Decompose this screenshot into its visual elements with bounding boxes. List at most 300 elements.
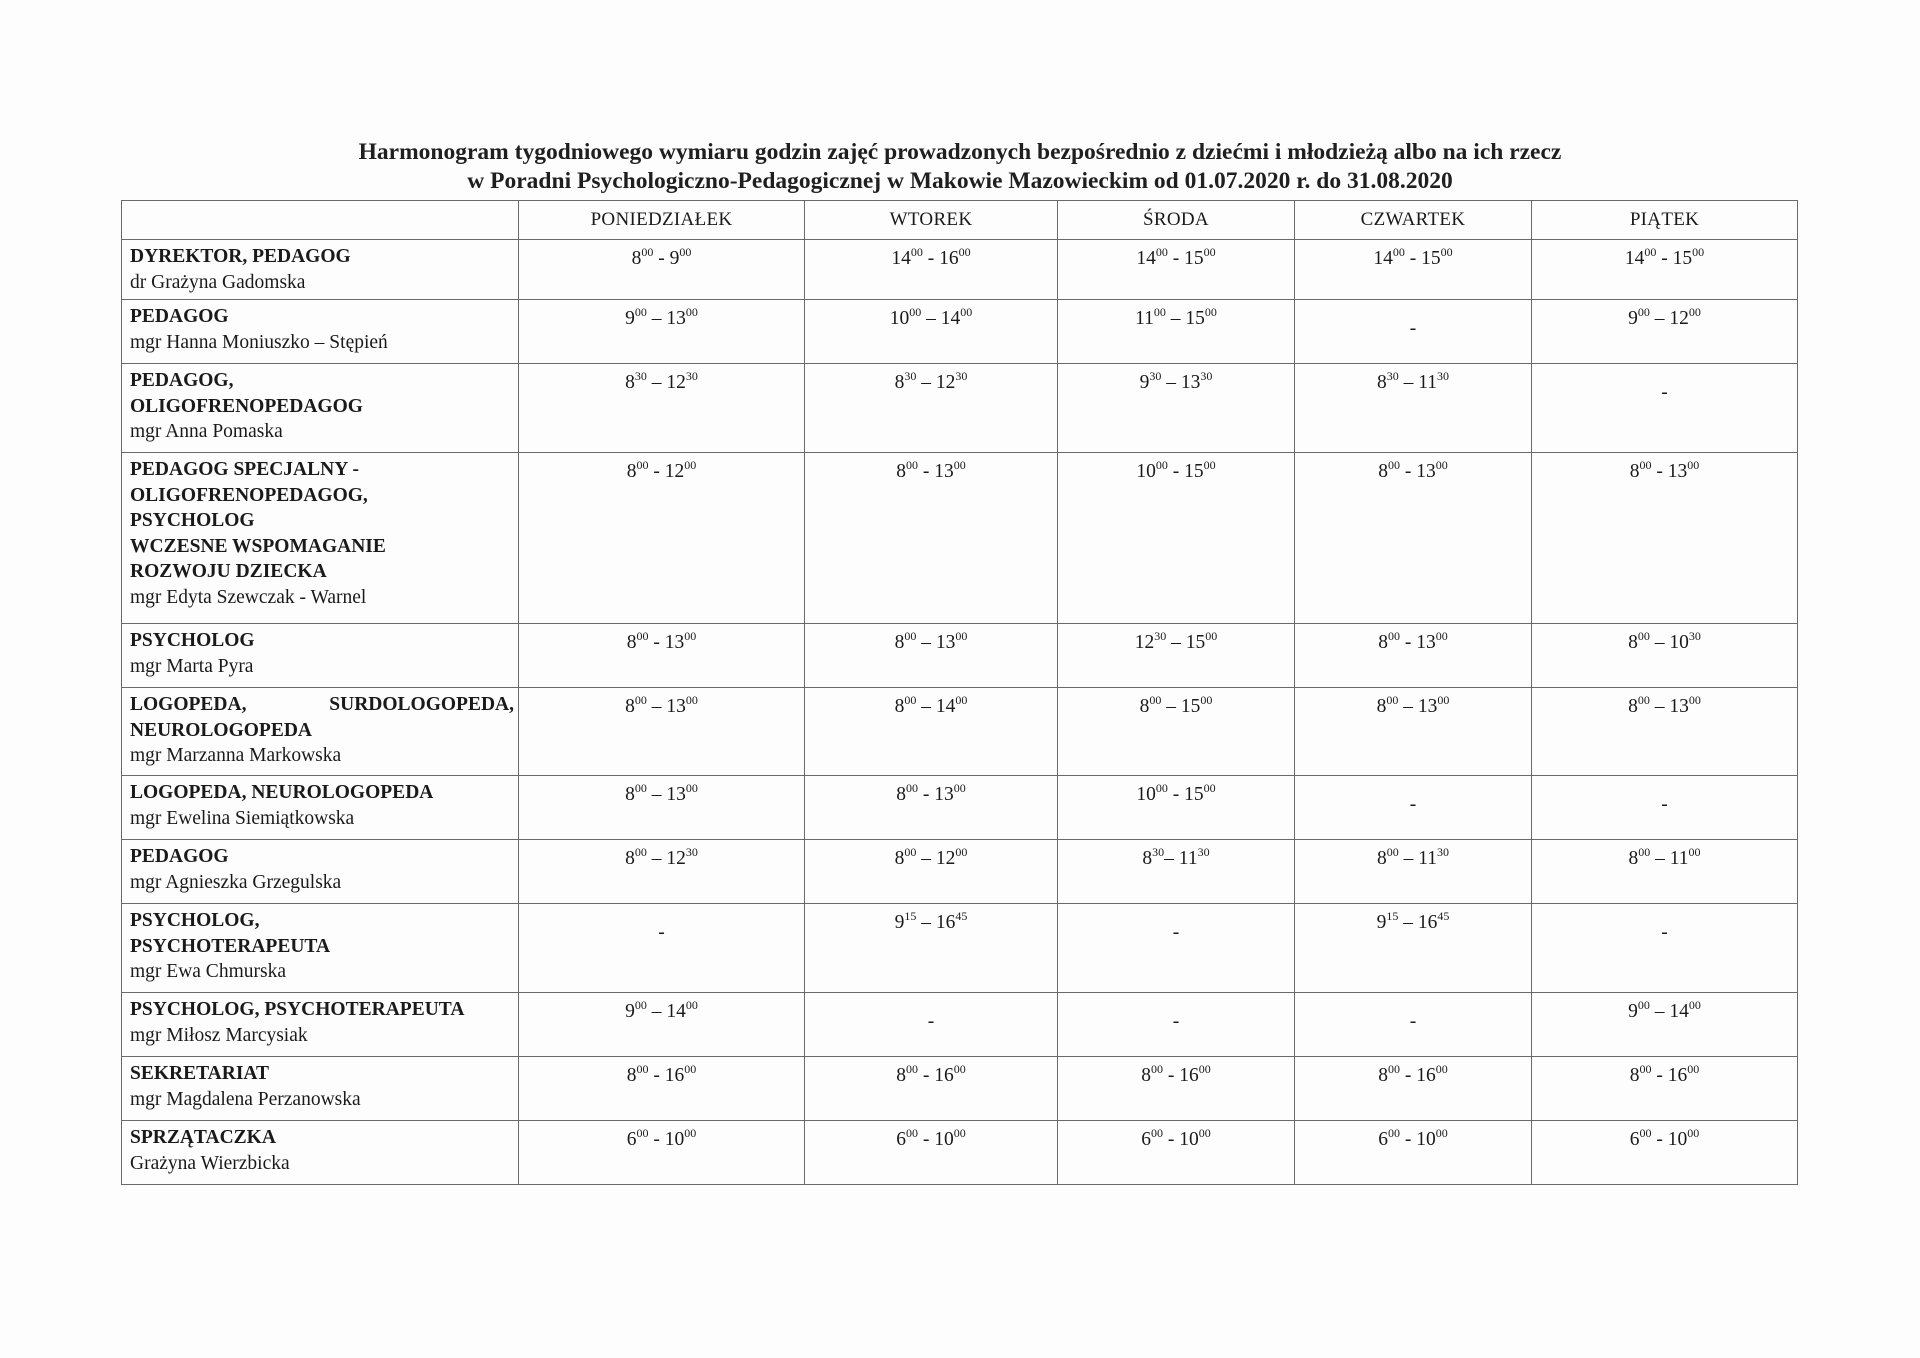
start-hour: 8 <box>1376 372 1387 393</box>
end-minutes: 00 <box>1692 245 1705 259</box>
staff-cell <box>122 993 519 1057</box>
start-hour: 8 <box>1629 461 1640 482</box>
staff-name: mgr Ewelina Siemiątkowska <box>130 807 355 829</box>
end-minutes: 00 <box>684 1126 697 1140</box>
time-range <box>894 845 968 869</box>
range-separator: – <box>646 372 667 393</box>
time-cell <box>519 1121 805 1185</box>
start-hour: 14 <box>1624 248 1645 269</box>
staff-cell <box>122 1057 519 1121</box>
start-minutes: 30 <box>634 369 647 383</box>
end-minutes: 00 <box>1688 845 1701 859</box>
end-hour: 14 <box>1669 1001 1689 1022</box>
time-cell <box>519 240 805 300</box>
end-hour: 16 <box>1667 1065 1688 1086</box>
end-minutes: 30 <box>1437 369 1450 383</box>
time-cell <box>519 776 805 840</box>
time-cell <box>1058 1057 1295 1121</box>
end-hour: 15 <box>1421 248 1441 269</box>
time-cell <box>805 993 1058 1057</box>
time-cell <box>1295 240 1532 300</box>
end-hour: 13 <box>935 632 956 653</box>
staff-role <box>130 1061 514 1087</box>
end-hour: 13 <box>934 784 954 805</box>
time-range <box>1378 1126 1448 1150</box>
time-range <box>625 845 698 869</box>
start-minutes: 00 <box>634 845 647 859</box>
end-hour: 14 <box>935 696 956 717</box>
start-minutes: 00 <box>636 458 649 472</box>
end-hour: 15 <box>1185 632 1206 653</box>
staff-cell <box>122 300 519 364</box>
end-minutes: 00 <box>685 781 698 795</box>
range-separator: – <box>1649 1001 1670 1022</box>
time-range <box>1629 458 1700 482</box>
range-separator: - <box>1651 461 1668 482</box>
range-separator: – <box>646 1001 667 1022</box>
start-minutes: 00 <box>634 305 647 319</box>
time-cell <box>1532 688 1798 776</box>
time-cell <box>1532 904 1798 993</box>
end-minutes: 30 <box>685 369 698 383</box>
end-minutes: 00 <box>1203 458 1216 472</box>
start-hour: 11 <box>1135 308 1154 329</box>
range-separator: - <box>1651 1065 1668 1086</box>
start-minutes: 00 <box>1155 458 1168 472</box>
range-separator: – <box>1649 632 1670 653</box>
end-minutes: 00 <box>1435 458 1448 472</box>
start-hour: 8 <box>626 461 637 482</box>
start-hour: 6 <box>1141 1129 1151 1150</box>
start-hour: 9 <box>1628 1001 1638 1022</box>
time-range <box>894 629 968 653</box>
time-range <box>1376 369 1450 393</box>
end-hour: 14 <box>666 1001 686 1022</box>
start-hour: 8 <box>1376 848 1387 869</box>
end-minutes: 30 <box>685 845 698 859</box>
start-minutes: 00 <box>1638 845 1651 859</box>
staff-name: mgr Marzanna Markowska <box>130 745 342 766</box>
time-range <box>1373 245 1453 269</box>
end-minutes: 30 <box>955 369 968 383</box>
end-hour: 9 <box>669 248 680 269</box>
end-hour: 11 <box>1418 848 1438 869</box>
time-cell <box>1532 840 1798 904</box>
time-cell <box>1058 300 1295 364</box>
range-separator: – <box>1398 848 1419 869</box>
time-range <box>1628 629 1701 653</box>
start-minutes: 30 <box>1154 629 1167 643</box>
staff-role-line: SEKRETARIAT <box>130 1063 270 1084</box>
no-hours-dash: - <box>1409 318 1417 339</box>
staff-role-line: PEDAGOG <box>130 306 229 327</box>
end-minutes: 00 <box>1435 1126 1448 1140</box>
end-hour: 12 <box>935 848 956 869</box>
time-cell <box>1295 688 1532 776</box>
staff-role-line: OLIGOFRENOPEDAGOG <box>130 395 363 417</box>
end-minutes: 00 <box>1687 1062 1700 1076</box>
start-minutes: 00 <box>909 305 922 319</box>
header-day: PONIEDZIAŁEK <box>519 201 805 240</box>
time-cell <box>1295 453 1532 624</box>
start-hour: 8 <box>894 696 905 717</box>
schedule-body <box>122 240 1798 1185</box>
start-hour: 12 <box>1134 632 1155 653</box>
range-separator: - <box>1167 461 1185 482</box>
start-hour: 8 <box>894 372 905 393</box>
time-range <box>1141 1126 1211 1150</box>
time-range <box>896 1062 966 1086</box>
end-minutes: 00 <box>1435 1062 1448 1076</box>
start-minutes: 00 <box>636 629 649 643</box>
staff-role-line: ROZWOJU DZIECKA <box>130 561 327 582</box>
start-minutes: 00 <box>1388 1126 1400 1140</box>
start-hour: 9 <box>1139 372 1150 393</box>
staff-role <box>130 457 514 585</box>
end-minutes: 00 <box>953 781 966 795</box>
time-cell <box>1058 624 1295 688</box>
end-minutes: 00 <box>955 845 968 859</box>
table-row <box>122 993 1798 1057</box>
header-day: WTOREK <box>805 201 1058 240</box>
time-cell <box>805 453 1058 624</box>
time-range <box>891 245 971 269</box>
start-hour: 8 <box>626 632 637 653</box>
time-cell <box>1058 840 1295 904</box>
staff-cell <box>122 840 519 904</box>
end-hour: 10 <box>1416 1129 1436 1150</box>
end-minutes: 45 <box>1437 909 1450 923</box>
time-cell <box>1295 776 1532 840</box>
end-minutes: 00 <box>1203 781 1216 795</box>
time-range <box>894 369 968 393</box>
start-hour: 8 <box>1142 848 1153 869</box>
start-hour: 6 <box>1629 1129 1640 1150</box>
time-range <box>1628 845 1701 869</box>
staff-name: mgr Magdalena Perzanowska <box>130 1088 361 1110</box>
staff-cell <box>122 776 519 840</box>
start-minutes: 00 <box>906 781 918 795</box>
staff-role-line: PEDAGOG <box>130 846 229 867</box>
staff-cell <box>122 904 519 993</box>
range-separator: – <box>1166 632 1186 653</box>
staff-role-line: PEDAGOG SPECJALNY - <box>130 459 359 480</box>
staff-name: mgr Ewa Chmurska <box>130 961 286 982</box>
time-cell <box>1295 624 1532 688</box>
start-minutes: 00 <box>906 1062 918 1076</box>
time-range <box>1378 1062 1448 1086</box>
time-cell <box>519 300 805 364</box>
end-hour: 12 <box>666 372 686 393</box>
end-minutes: 45 <box>955 909 968 923</box>
range-separator: - <box>1163 1065 1180 1086</box>
start-hour: 10 <box>1136 784 1156 805</box>
start-hour: 6 <box>896 1129 906 1150</box>
staff-cell <box>122 240 519 300</box>
time-range <box>1376 909 1450 933</box>
end-minutes: 00 <box>1205 629 1218 643</box>
time-range <box>1135 305 1217 329</box>
time-cell <box>1295 993 1532 1057</box>
end-hour: 16 <box>934 1065 954 1086</box>
range-separator: - <box>653 248 670 269</box>
range-separator: - <box>918 784 935 805</box>
start-minutes: 00 <box>1388 629 1400 643</box>
start-minutes: 00 <box>906 458 918 472</box>
range-separator: – <box>916 632 936 653</box>
end-hour: 13 <box>1180 372 1201 393</box>
end-hour: 10 <box>1667 1129 1688 1150</box>
time-cell <box>1058 364 1295 453</box>
end-minutes: 00 <box>684 1062 697 1076</box>
time-range <box>1378 629 1448 653</box>
time-range <box>1628 998 1701 1022</box>
table-row <box>122 364 1798 453</box>
header-row <box>122 201 1798 240</box>
end-hour: 15 <box>1185 308 1205 329</box>
range-separator: - <box>1400 1065 1417 1086</box>
end-minutes: 00 <box>684 458 697 472</box>
no-hours-dash: - <box>1661 382 1668 403</box>
end-minutes: 00 <box>1198 1062 1211 1076</box>
time-range <box>1134 629 1218 653</box>
time-cell <box>1058 688 1295 776</box>
start-minutes: 00 <box>1151 1126 1163 1140</box>
time-cell <box>1058 1121 1295 1185</box>
end-hour: 13 <box>664 632 685 653</box>
end-minutes: 00 <box>1687 1126 1700 1140</box>
title-line-2: w Poradni Psychologiczno-Pedagogicznej w Makowie Mazowieckim od 01.07.2020 r. do 31.08.2020 <box>467 168 1453 194</box>
end-minutes: 30 <box>1197 845 1210 859</box>
end-minutes: 00 <box>1688 998 1701 1012</box>
range-separator: – <box>646 784 667 805</box>
end-minutes: 00 <box>1687 458 1700 472</box>
range-separator: – <box>916 912 936 933</box>
table-row <box>122 1057 1798 1121</box>
end-hour: 15 <box>1184 784 1204 805</box>
time-cell <box>1295 364 1532 453</box>
start-minutes: 00 <box>636 1126 649 1140</box>
start-hour: 8 <box>1141 1065 1151 1086</box>
start-hour: 8 <box>626 1065 637 1086</box>
table-row <box>122 904 1798 993</box>
end-hour: 13 <box>1416 632 1436 653</box>
start-minutes: 00 <box>634 998 647 1012</box>
time-cell <box>519 1057 805 1121</box>
range-separator: – <box>1398 372 1419 393</box>
time-cell <box>1532 240 1798 300</box>
end-minutes: 00 <box>953 1126 966 1140</box>
staff-name: mgr Anna Pomaska <box>130 421 283 442</box>
range-separator: – <box>1649 308 1670 329</box>
time-range <box>626 629 697 653</box>
no-hours-dash: - <box>1172 922 1180 943</box>
staff-role <box>130 844 514 870</box>
time-cell <box>1295 840 1532 904</box>
staff-cell <box>122 1121 519 1185</box>
time-cell <box>519 364 805 453</box>
start-hour: 9 <box>1376 912 1387 933</box>
no-hours-dash: - <box>1172 1011 1180 1032</box>
start-minutes: 00 <box>1388 1062 1400 1076</box>
start-minutes: 00 <box>1151 1062 1163 1076</box>
time-cell <box>1532 624 1798 688</box>
end-hour: 16 <box>664 1065 685 1086</box>
start-minutes: 30 <box>1152 845 1165 859</box>
end-hour: 15 <box>1180 696 1201 717</box>
range-separator: - <box>1400 461 1417 482</box>
header-day: ŚRODA <box>1058 201 1295 240</box>
time-range <box>1628 305 1701 329</box>
end-hour: 10 <box>1669 632 1689 653</box>
start-minutes: 00 <box>904 629 917 643</box>
time-cell <box>805 1121 1058 1185</box>
schedule-table <box>121 200 1798 1185</box>
end-hour: 16 <box>1417 912 1438 933</box>
time-cell <box>1058 904 1295 993</box>
end-minutes: 00 <box>955 629 968 643</box>
start-minutes: 00 <box>904 845 917 859</box>
time-range <box>625 369 698 393</box>
range-separator: – <box>1161 696 1181 717</box>
end-hour: 13 <box>666 784 686 805</box>
time-range <box>1624 245 1705 269</box>
end-hour: 16 <box>1179 1065 1199 1086</box>
range-separator: – <box>916 372 936 393</box>
range-separator: – <box>916 696 936 717</box>
range-separator: - <box>1404 248 1422 269</box>
end-minutes: 00 <box>958 245 971 259</box>
end-hour: 13 <box>666 696 686 717</box>
start-minutes: 00 <box>641 245 654 259</box>
time-range <box>1376 693 1450 717</box>
time-range <box>1376 845 1450 869</box>
start-hour: 8 <box>1376 696 1387 717</box>
range-separator: – <box>1398 696 1418 717</box>
range-separator: – <box>646 696 667 717</box>
table-row <box>122 300 1798 364</box>
time-cell <box>1295 300 1532 364</box>
staff-role-line: NEUROLOGOPEDA <box>130 719 313 741</box>
start-minutes: 00 <box>1644 245 1657 259</box>
range-separator: – <box>646 308 667 329</box>
time-cell <box>1295 1121 1532 1185</box>
time-cell <box>805 688 1058 776</box>
staff-role <box>130 628 514 654</box>
table-row <box>122 240 1798 300</box>
end-hour: 12 <box>935 372 956 393</box>
time-range <box>1139 693 1213 717</box>
time-range <box>625 693 698 717</box>
end-hour: 15 <box>1672 248 1693 269</box>
time-cell <box>1532 300 1798 364</box>
time-cell <box>1058 453 1295 624</box>
start-hour: 8 <box>1629 1065 1640 1086</box>
end-minutes: 00 <box>684 629 697 643</box>
end-hour: 11 <box>1669 848 1689 869</box>
staff-role <box>130 244 514 270</box>
no-hours-dash: - <box>1661 922 1668 943</box>
staff-role-line: OLIGOFRENOPEDAGOG, <box>130 484 368 506</box>
range-separator: - <box>1167 248 1185 269</box>
end-minutes: 00 <box>1688 305 1701 319</box>
time-cell <box>519 453 805 624</box>
staff-role <box>130 997 514 1023</box>
start-minutes: 00 <box>1386 693 1399 707</box>
time-cell <box>519 993 805 1057</box>
end-hour: 12 <box>666 848 686 869</box>
staff-name: Grażyna Wierzbicka <box>130 1152 290 1174</box>
time-cell <box>805 364 1058 453</box>
staff-cell <box>122 624 519 688</box>
start-hour: 14 <box>1373 248 1393 269</box>
staff-role <box>130 780 514 806</box>
end-minutes: 00 <box>1203 245 1216 259</box>
time-range <box>894 693 968 717</box>
table-row <box>122 1121 1798 1185</box>
time-range <box>889 305 973 329</box>
start-minutes: 00 <box>904 693 917 707</box>
time-range <box>625 305 698 329</box>
start-hour: 8 <box>1378 461 1388 482</box>
range-separator: - <box>1163 1129 1180 1150</box>
time-cell <box>1532 776 1798 840</box>
end-minutes: 00 <box>960 305 973 319</box>
end-minutes: 00 <box>1204 305 1217 319</box>
range-separator: - <box>922 248 940 269</box>
end-hour: 14 <box>940 308 961 329</box>
no-hours-dash: - <box>1409 794 1417 815</box>
start-minutes: 00 <box>634 693 647 707</box>
time-range <box>1142 845 1210 869</box>
range-separator: - <box>918 1065 935 1086</box>
range-separator: – <box>646 848 667 869</box>
range-separator: - <box>648 632 665 653</box>
range-separator: – <box>921 308 941 329</box>
time-cell <box>1295 904 1532 993</box>
document-title <box>120 138 1800 196</box>
range-separator: - <box>918 1129 935 1150</box>
header-day: CZWARTEK <box>1295 201 1532 240</box>
end-minutes: 00 <box>1198 1126 1211 1140</box>
range-separator: – <box>1164 848 1179 869</box>
no-hours-dash: - <box>927 1011 935 1032</box>
staff-cell <box>122 688 519 776</box>
time-cell <box>1295 1057 1532 1121</box>
start-hour: 8 <box>896 461 906 482</box>
start-minutes: 00 <box>906 1126 918 1140</box>
end-hour: 11 <box>1418 372 1438 393</box>
time-cell <box>805 624 1058 688</box>
start-hour: 10 <box>1136 461 1156 482</box>
start-minutes: 00 <box>1386 845 1399 859</box>
range-separator: - <box>1400 632 1417 653</box>
time-range <box>626 458 697 482</box>
time-range <box>1136 781 1216 805</box>
end-hour: 12 <box>1669 308 1689 329</box>
end-minutes: 00 <box>679 245 692 259</box>
time-range <box>1629 1126 1700 1150</box>
staff-role-line: PSYCHOTERAPEUTA <box>130 935 331 957</box>
start-minutes: 30 <box>1149 369 1162 383</box>
range-separator: – <box>1165 308 1186 329</box>
time-range <box>896 1126 966 1150</box>
start-hour: 9 <box>1628 308 1638 329</box>
start-hour: 8 <box>1628 696 1638 717</box>
end-hour: 10 <box>664 1129 685 1150</box>
start-hour: 8 <box>894 632 905 653</box>
start-minutes: 30 <box>1386 369 1399 383</box>
